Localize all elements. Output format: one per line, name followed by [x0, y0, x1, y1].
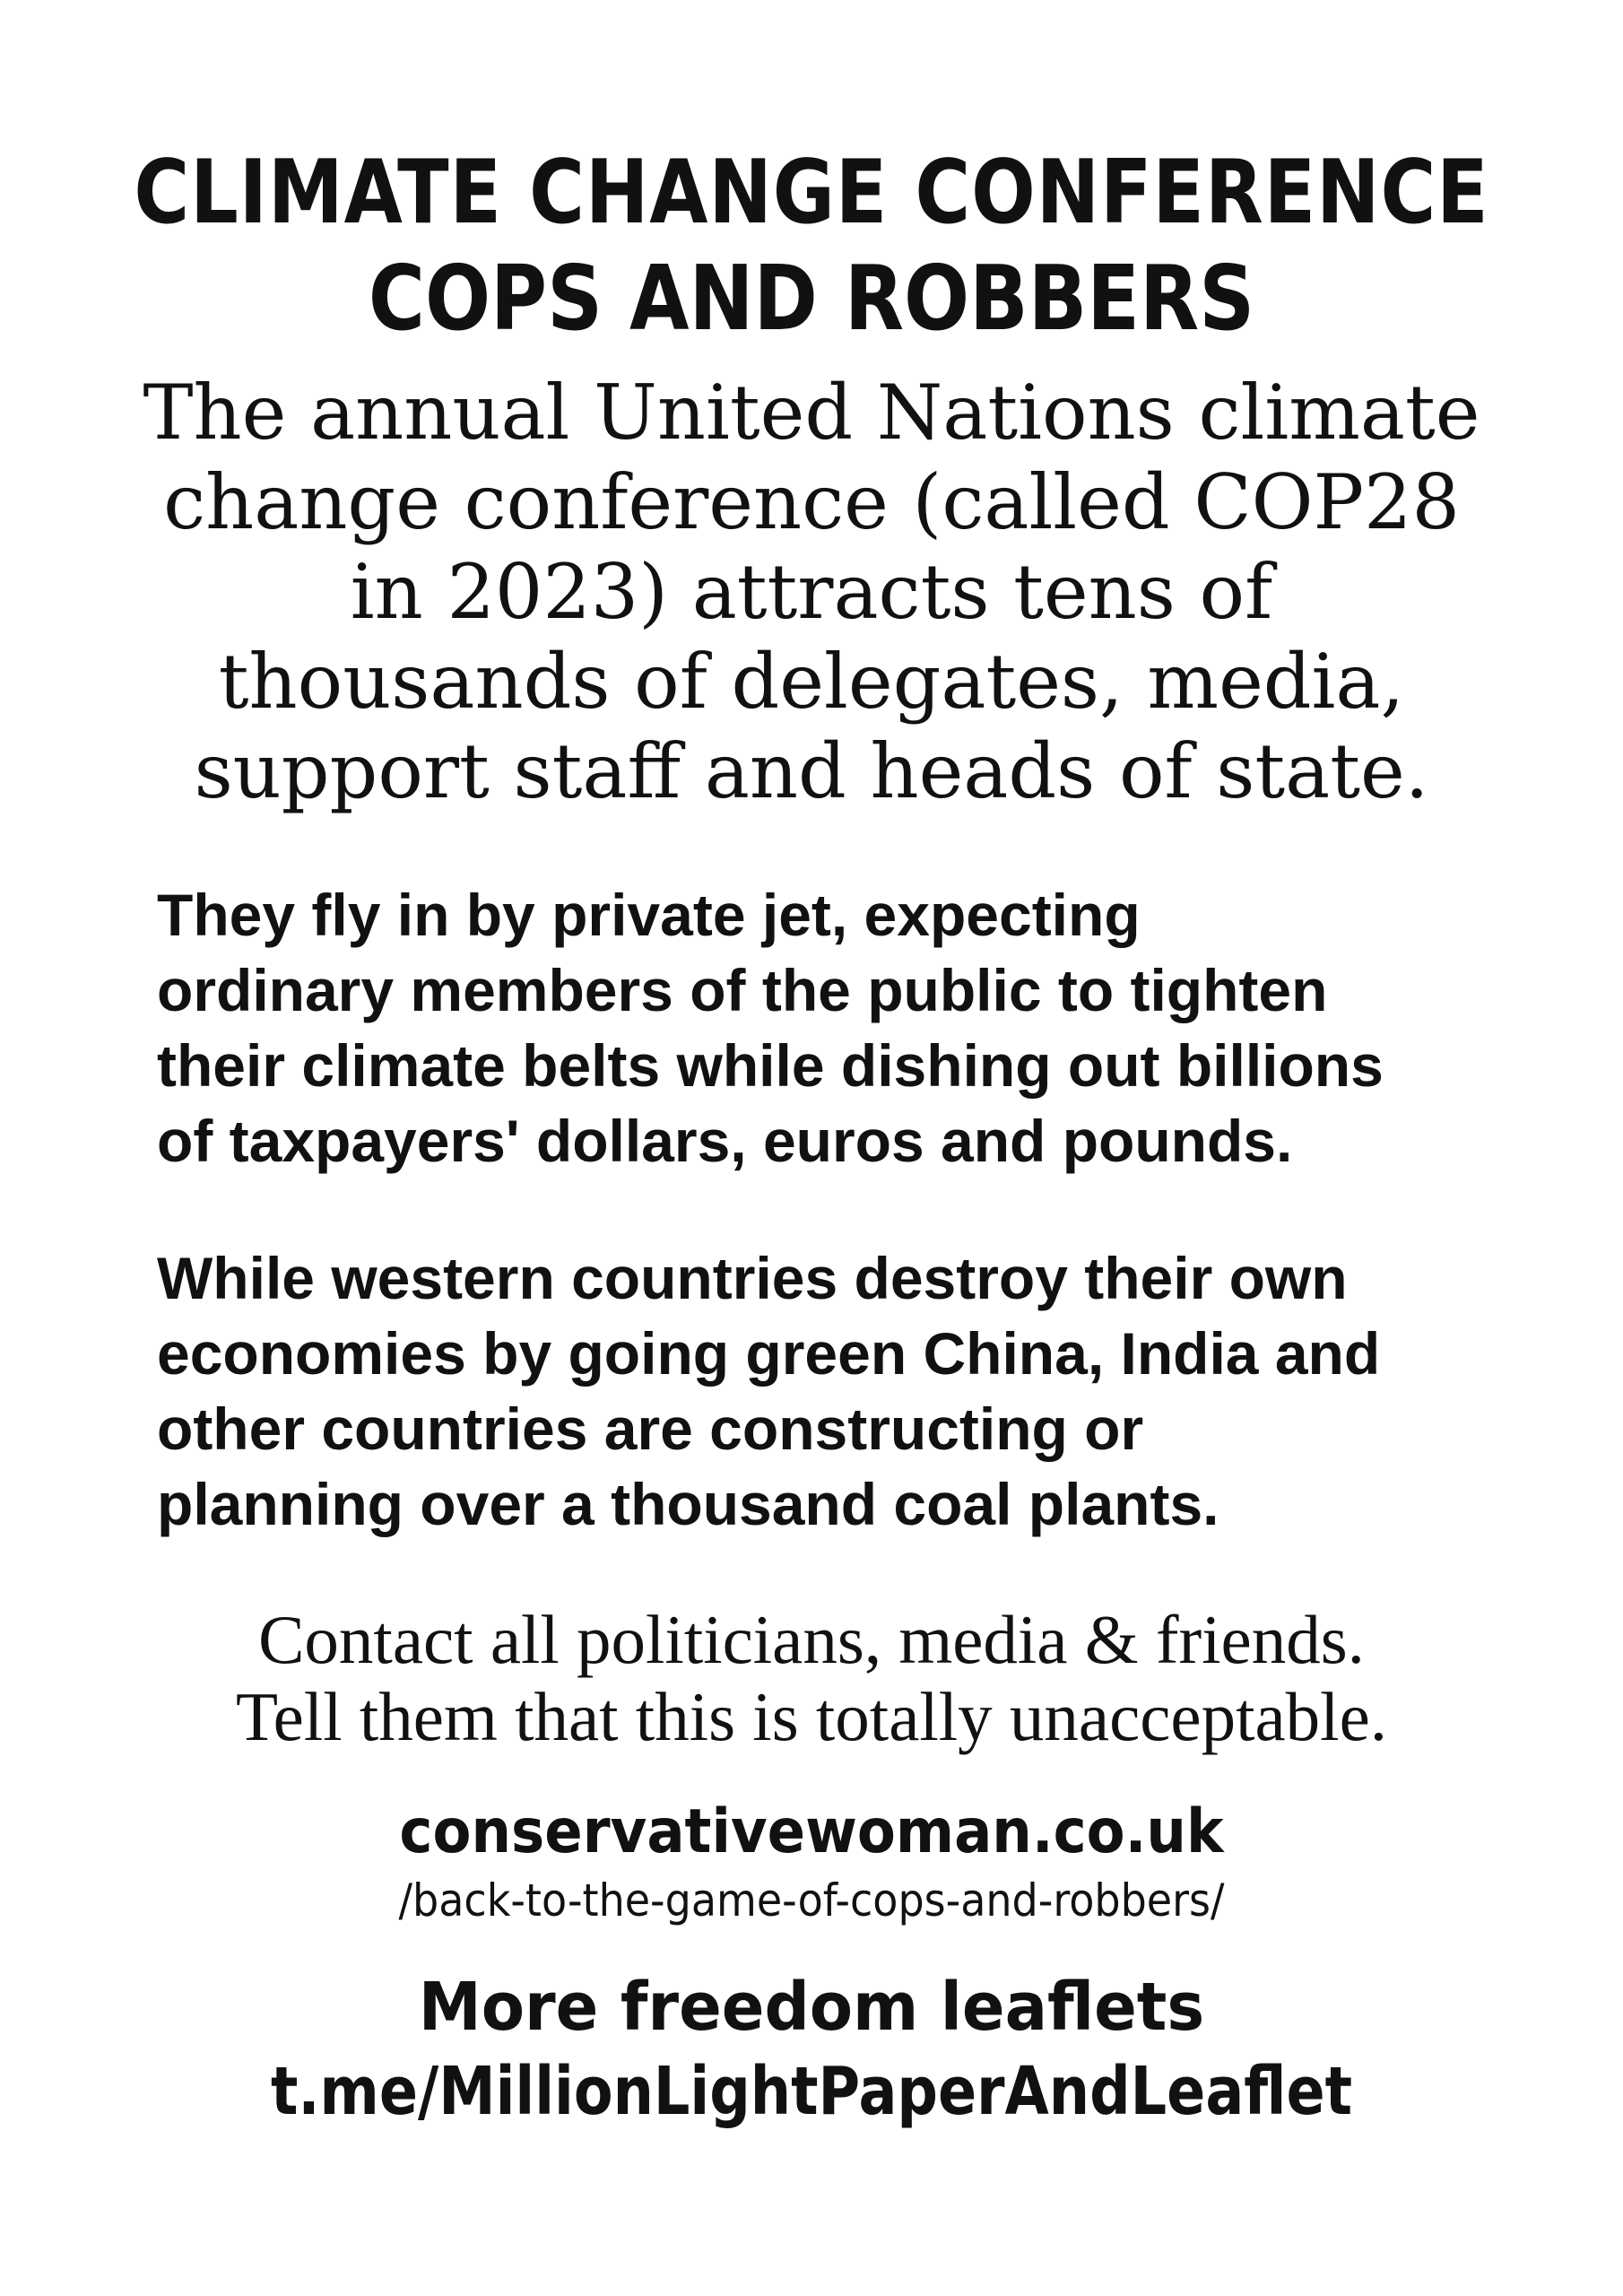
call-to-action: Contact all politicians, media & friends. Tell them that this is totally unacceptable.	[236, 1601, 1387, 1755]
more-leaflets-label: More freedom leaflets	[418, 1969, 1205, 2046]
paragraph-private-jets: They fly in by private jet, expecting ordinary members of the public to tighten their climate belts while dishing out billions of taxpayers' dollars, euros and pounds.	[157, 882, 1384, 1174]
title-line-1: CLIMATE CHANGE CONFERENCE	[134, 142, 1489, 244]
intro-paragraph: The annual United Nations climate change conference (called COP28 in 2023) attracts tens of thousands of delegates, media, support staff and heads of state.	[143, 369, 1480, 815]
paragraph-coal-plants: While western countries destroy their own economies by going green China, India and other countries are constructing or planning over a thousand coal plants.	[157, 1245, 1381, 1537]
telegram-link: t.me/MillionLightPaperAndLeaflet	[270, 2053, 1353, 2130]
source-site: conservativewoman.co.uk	[399, 1796, 1224, 1867]
source-path: /back-to-the-game-of-cops-and-robbers/	[398, 1874, 1225, 1926]
title-line-2: COPS AND ROBBERS	[368, 246, 1255, 351]
